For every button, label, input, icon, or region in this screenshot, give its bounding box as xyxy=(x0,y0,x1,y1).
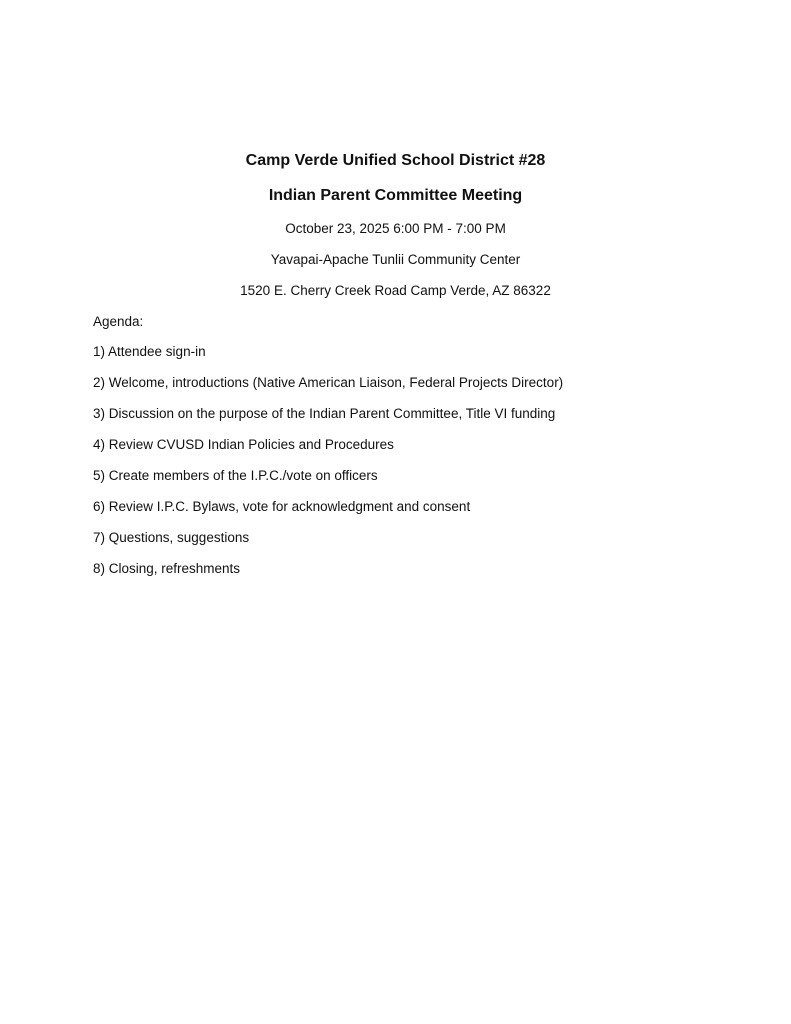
meeting-location: Yavapai-Apache Tunlii Community Center xyxy=(270,252,521,267)
meeting-datetime: October 23, 2025 6:00 PM - 7:00 PM xyxy=(285,221,506,236)
agenda-list xyxy=(93,342,563,590)
meeting-address: 1520 E. Cherry Creek Road Camp Verde, AZ 86322 xyxy=(240,283,551,298)
meeting-name: Indian Parent Committee Meeting xyxy=(268,187,523,204)
agenda-item-5: 5) Create members of the I.P.C./vote on officers xyxy=(93,468,378,483)
agenda-item-6: 6) Review I.P.C. Bylaws, vote for acknowledgment and consent xyxy=(93,499,471,514)
agenda-item-4: 4) Review CVUSD Indian Policies and Procedures xyxy=(93,437,394,452)
agenda-item-2: 2) Welcome, introductions (Native American Liaison, Federal Projects Director) xyxy=(93,375,564,390)
agenda-item-3: 3) Discussion on the purpose of the Indian Parent Committee, Title VI funding xyxy=(93,406,556,421)
document-title: Camp Verde Unified School District #28 xyxy=(245,152,546,169)
agenda-item-1: 1) Attendee sign-in xyxy=(93,344,206,359)
agenda-item-8: 8) Closing, refreshments xyxy=(93,561,241,576)
agenda-item-7: 7) Questions, suggestions xyxy=(93,530,250,545)
agenda-heading: Agenda: xyxy=(93,314,144,329)
